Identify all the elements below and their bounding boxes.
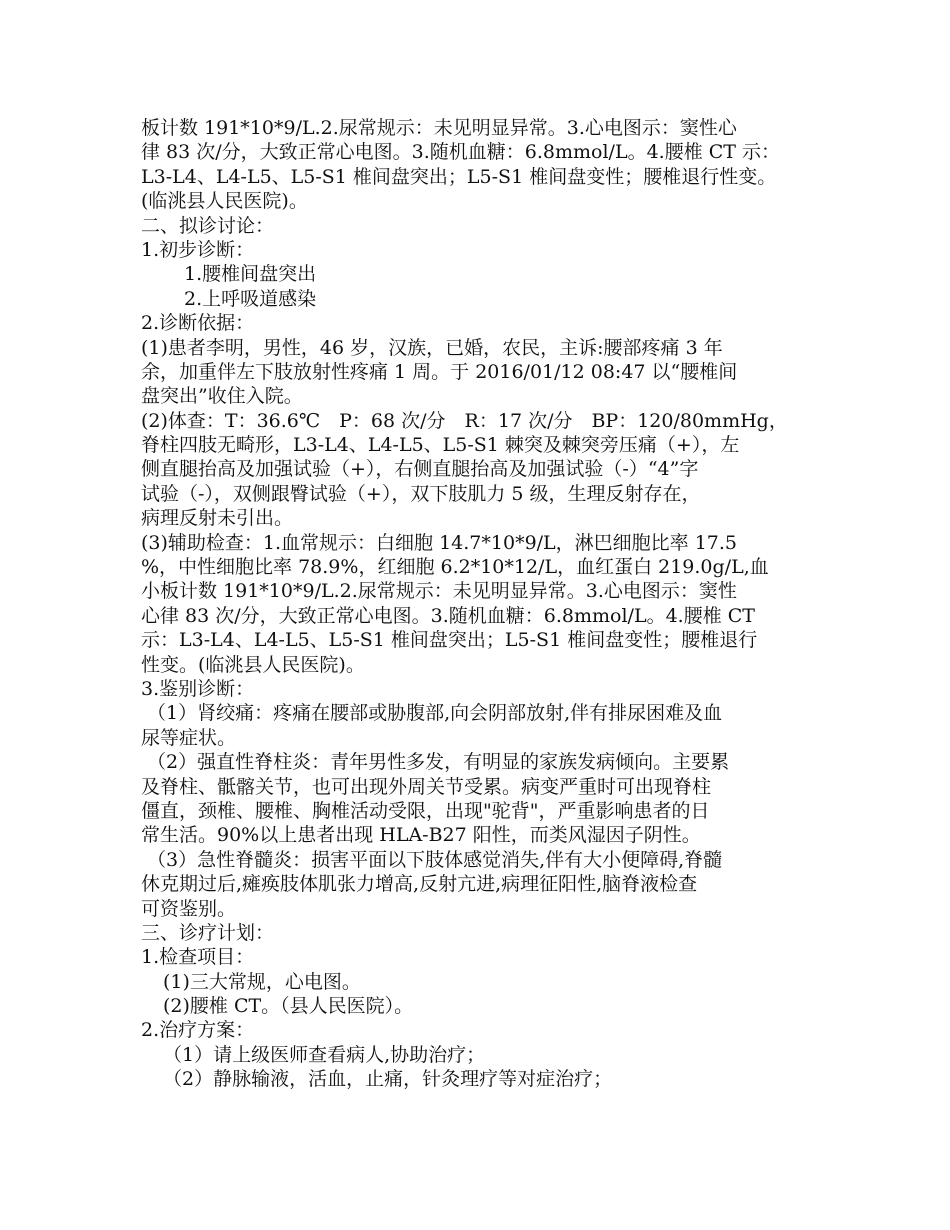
text-line: (3)辅助检查：1.血常规示：白细胞 14.7*10*9/L，淋巴细胞比率 17.5 [141,531,738,554]
text-line: L3-L4、L4-L5、L5-S1 椎间盘突出；L5-S1 椎间盘变性；腰椎退行性变。 [141,165,777,188]
text-line: 侧直腿抬高及加强试验（+），右侧直腿抬高及加强试验（-）“4”字 [141,458,699,481]
text-line: 板计数 191*10*9/L.2.尿常规示：未见明显异常。3.心电图示：窦性心 [141,117,737,139]
text-line: 僵直，颈椎、腰椎、胸椎活动受限，出现"驼背"，严重影响患者的日 [141,799,710,822]
text-line: 余，加重伴左下肢放射性疼痛 1 周。于 2016/01/12 08:47 以“腰椎间 [141,360,738,383]
text-line: 及脊柱、骶髂关节，也可出现外周关节受累。病变严重时可出现脊柱 [141,775,712,798]
text-line: 尿等症状。 [141,726,237,749]
text-line: （2）强直性脊柱炎：青年男性多发，有明显的家族发病倾向。主要累 [147,751,730,774]
text-line: （3）急性脊髓炎：损害平面以下肢体感觉消失,伴有大小便障碍,脊髓 [147,848,723,871]
text-line: 脊柱四肢无畸形，L3-L4、L4-L5、L5-S1 棘突及棘突旁压痛（+），左 [141,434,740,457]
plan-item: （1）请上级医师查看病人,协助治疗； [163,1043,486,1066]
subsection-heading: 3.鉴别诊断： [141,677,255,700]
text-line: 性变。(临洮县人民医院)。 [141,653,365,676]
section-heading: 三、诊疗计划： [141,921,275,944]
text-line: (1)患者李明，男性，46 岁，汉族，已婚，农民，主诉:腰部疼痛 3 年 [141,336,723,359]
text-line: 小板计数 191*10*9/L.2.尿常规示：未见明显异常。3.心电图示：窦性 [141,580,737,603]
section-heading: 二、拟诊讨论： [141,214,275,237]
subsection-heading: 1.初步诊断： [141,238,255,261]
text-line: 示：L3-L4、L4-L5、L5-S1 椎间盘突出；L5-S1 椎间盘变性；腰椎退行 [141,629,758,652]
text-line: 律 83 次/分，大致正常心电图。3.随机血糖：6.8mmol/L。4.腰椎 CT 示： [141,141,780,164]
text-line: 病理反射未引出。 [141,507,294,530]
diagnosis-item: 1.腰椎间盘突出 [184,263,317,286]
plan-item: （2）静脉输液，活血，止痛，针灸理疗等对症治疗； [163,1068,613,1091]
text-line: 盘突出”收住入院。 [141,385,303,408]
plan-item: (2)腰椎 CT。（县人民医院）。 [163,995,414,1018]
subsection-heading: 2.诊断依据： [141,312,255,335]
text-line: (临洮县人民医院)。 [141,190,308,213]
text-line: （1）肾绞痛：疼痛在腰部或胁腹部,向会阴部放射,伴有排尿困难及血 [147,702,723,725]
diagnosis-item: 2.上呼吸道感染 [184,287,317,310]
text-line: %，中性细胞比率 78.9%，红细胞 6.2*10*12/L，血红蛋白 219.0g/L,血 [141,556,769,579]
document-body [141,116,813,1092]
text-line: 心律 83 次/分，大致正常心电图。3.随机血糖：6.8mmol/L。4.腰椎 CT [141,604,755,627]
text-line: 休克期过后,瘫痪肢体肌张力增高,反射亢进,病理征阳性,脑脊液检查 [141,873,698,896]
plan-item: (1)三大常规，心电图。 [163,970,361,993]
text-line: 可资鉴别。 [141,897,237,920]
subsection-heading: 2.治疗方案： [141,1019,255,1042]
text-line: 试验（-），双侧跟臀试验（+），双下肢肌力 5 级，生理反射存在， [141,482,701,505]
text-line: 常生活。90%以上患者出现 HLA-B27 阳性，而类风湿因子阴性。 [141,824,701,847]
subsection-heading: 1.检查项目： [141,946,255,969]
text-line: (2)体查：T：36.6℃ P：68 次/分 R：17 次/分 BP：120/80mmHg， [141,409,788,432]
